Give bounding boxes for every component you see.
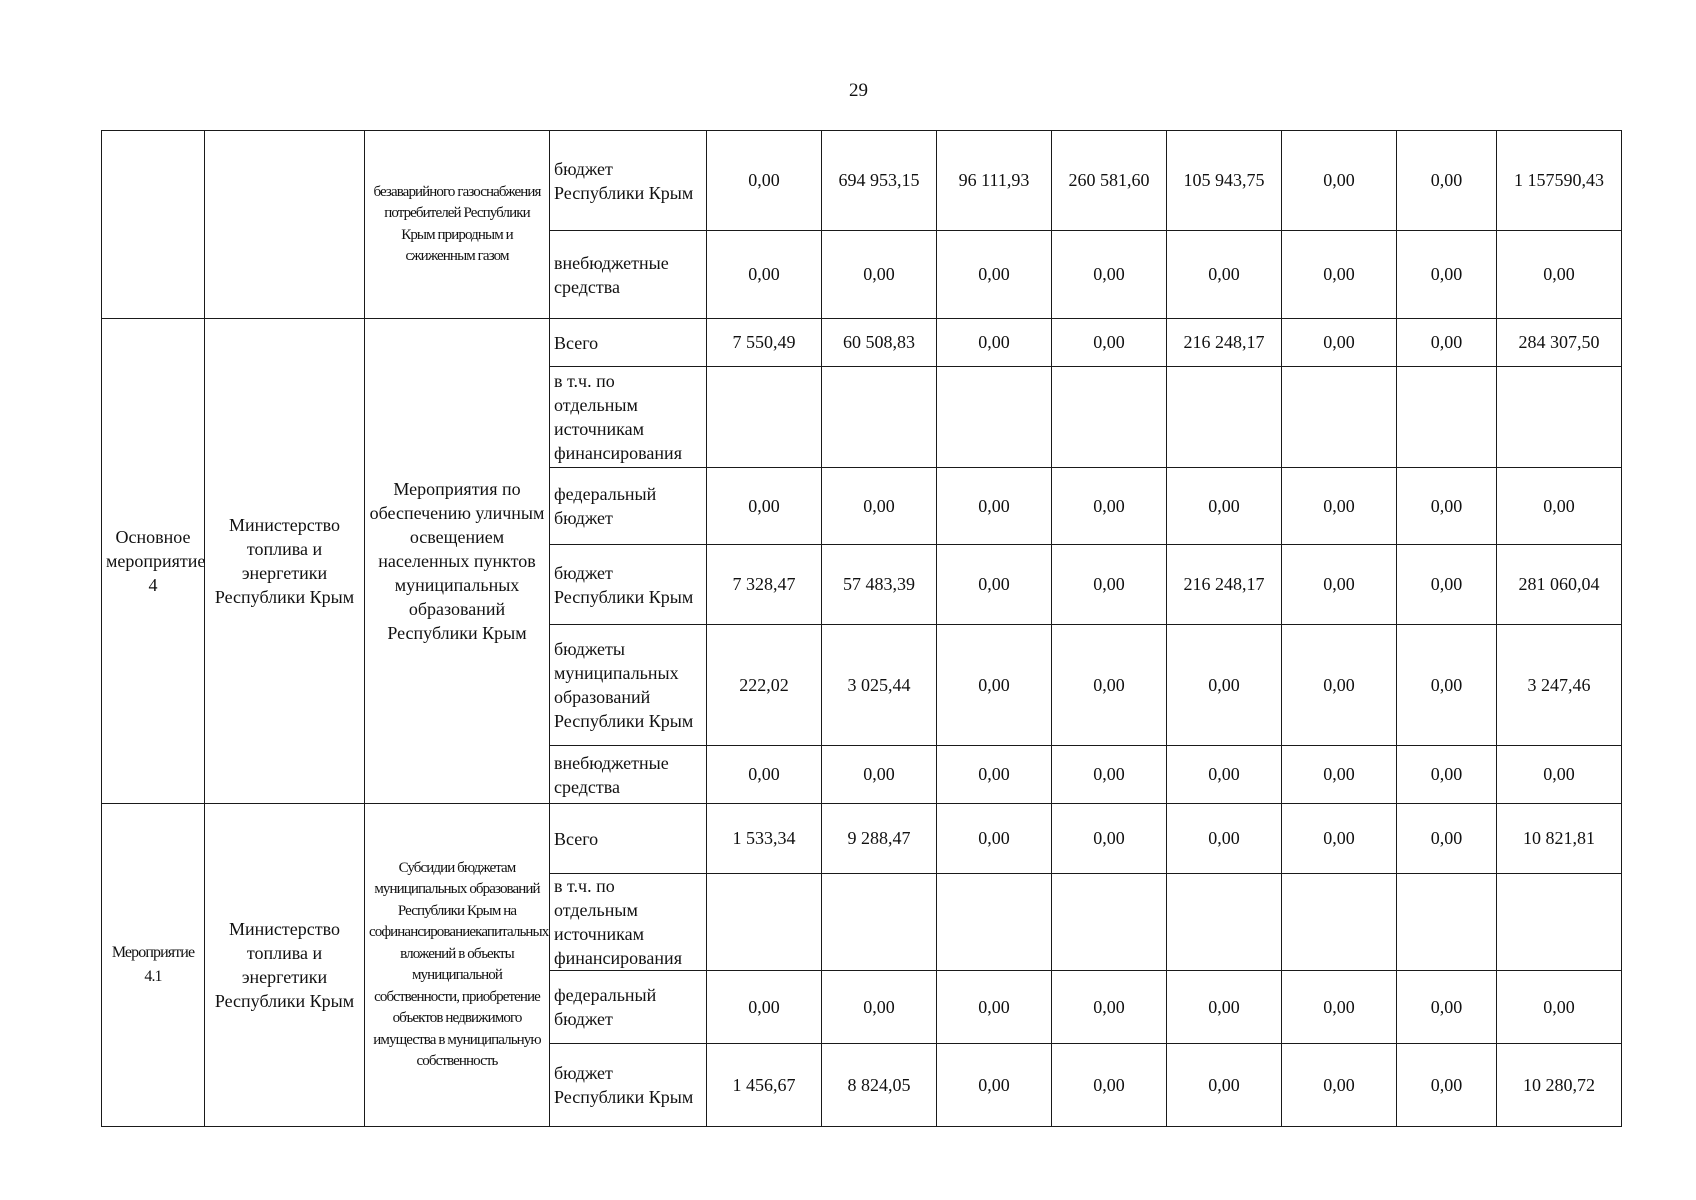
value-cell: 260 581,60: [1052, 131, 1167, 231]
value-cell: 0,00: [1282, 1044, 1397, 1127]
value-cell: 0,00: [1052, 971, 1167, 1044]
value-cell: [1397, 874, 1497, 971]
value-cell: 0,00: [1052, 804, 1167, 874]
funding-source: в т.ч. по отдельным источникам финансирования: [550, 367, 707, 468]
value-cell: 0,00: [822, 746, 937, 804]
value-cell: 0,00: [1282, 131, 1397, 231]
funding-source: федеральный бюджет: [550, 971, 707, 1044]
value-cell: 0,00: [1397, 971, 1497, 1044]
value-cell: 0,00: [1167, 231, 1282, 319]
value-cell: 0,00: [1397, 131, 1497, 231]
total-cell: 0,00: [1497, 231, 1622, 319]
total-cell: 0,00: [1497, 468, 1622, 545]
value-cell: [1167, 874, 1282, 971]
total-cell: [1497, 367, 1622, 468]
funding-source: бюджет Республики Крым: [550, 545, 707, 625]
value-cell: 0,00: [1282, 746, 1397, 804]
value-cell: [822, 367, 937, 468]
measure-code: Основное мероприятие 4: [102, 319, 205, 804]
measure-code: [102, 131, 205, 319]
value-cell: 0,00: [1282, 804, 1397, 874]
executor: [205, 131, 365, 319]
value-cell: 0,00: [1052, 545, 1167, 625]
value-cell: 0,00: [1167, 1044, 1282, 1127]
value-cell: 0,00: [937, 804, 1052, 874]
funding-source: в т.ч. по отдельным источникам финансирования: [550, 874, 707, 971]
funding-source: бюджет Республики Крым: [550, 131, 707, 231]
value-cell: 694 953,15: [822, 131, 937, 231]
value-cell: 222,02: [707, 625, 822, 746]
value-cell: 0,00: [822, 971, 937, 1044]
measure-name: Субсидии бюджетам муниципальных образований Республики Крым на софинансированиекапитальных вложений в объекты муниципальной собственности, приобретение объектов недвижимого имущества в муниципальную собственность: [365, 804, 550, 1127]
total-cell: 10 821,81: [1497, 804, 1622, 874]
value-cell: 0,00: [1282, 468, 1397, 545]
value-cell: 9 288,47: [822, 804, 937, 874]
value-cell: 0,00: [937, 971, 1052, 1044]
value-cell: 0,00: [937, 1044, 1052, 1127]
page-number: 29: [849, 80, 868, 101]
funding-source: бюджеты муниципальных образований Республики Крым: [550, 625, 707, 746]
value-cell: 0,00: [1397, 625, 1497, 746]
value-cell: 0,00: [1397, 545, 1497, 625]
value-cell: 1 533,34: [707, 804, 822, 874]
value-cell: 216 248,17: [1167, 545, 1282, 625]
value-cell: 0,00: [1167, 625, 1282, 746]
measure-code: Мероприятие 4.1: [102, 804, 205, 1127]
funding-source: Всего: [550, 319, 707, 367]
value-cell: [1282, 367, 1397, 468]
table-row: [102, 804, 1622, 874]
value-cell: 0,00: [1397, 746, 1497, 804]
value-cell: 0,00: [1397, 804, 1497, 874]
value-cell: 0,00: [707, 746, 822, 804]
total-cell: 10 280,72: [1497, 1044, 1622, 1127]
value-cell: 57 483,39: [822, 545, 937, 625]
total-cell: [1497, 874, 1622, 971]
funding-source: бюджет Республики Крым: [550, 1044, 707, 1127]
value-cell: [1397, 367, 1497, 468]
funding-table: [101, 130, 1622, 1127]
value-cell: 0,00: [1397, 231, 1497, 319]
total-cell: 0,00: [1497, 971, 1622, 1044]
value-cell: 0,00: [822, 231, 937, 319]
value-cell: 0,00: [1397, 319, 1497, 367]
total-cell: 284 307,50: [1497, 319, 1622, 367]
table-row: [102, 131, 1622, 231]
value-cell: 0,00: [1282, 319, 1397, 367]
measure-name: безаварийного газоснабжения потребителей Республики Крым природным и сжиженным газом: [365, 131, 550, 319]
value-cell: 7 328,47: [707, 545, 822, 625]
value-cell: 96 111,93: [937, 131, 1052, 231]
value-cell: [1282, 874, 1397, 971]
value-cell: [1052, 367, 1167, 468]
value-cell: 0,00: [1052, 468, 1167, 545]
table-body: [102, 131, 1622, 1127]
value-cell: [707, 874, 822, 971]
value-cell: 7 550,49: [707, 319, 822, 367]
value-cell: 0,00: [1167, 468, 1282, 545]
table-row: [102, 319, 1622, 367]
value-cell: 0,00: [1282, 545, 1397, 625]
value-cell: 60 508,83: [822, 319, 937, 367]
total-cell: 0,00: [1497, 746, 1622, 804]
funding-source: федеральный бюджет: [550, 468, 707, 545]
value-cell: 0,00: [1052, 319, 1167, 367]
value-cell: [937, 874, 1052, 971]
value-cell: 0,00: [1282, 971, 1397, 1044]
value-cell: 216 248,17: [1167, 319, 1282, 367]
value-cell: 0,00: [1167, 971, 1282, 1044]
value-cell: 105 943,75: [1167, 131, 1282, 231]
value-cell: 3 025,44: [822, 625, 937, 746]
value-cell: [1052, 874, 1167, 971]
value-cell: 0,00: [937, 746, 1052, 804]
value-cell: 0,00: [937, 231, 1052, 319]
value-cell: [1167, 367, 1282, 468]
value-cell: 0,00: [1397, 1044, 1497, 1127]
value-cell: 0,00: [1052, 1044, 1167, 1127]
total-cell: 1 157590,43: [1497, 131, 1622, 231]
value-cell: [937, 367, 1052, 468]
value-cell: 0,00: [937, 319, 1052, 367]
value-cell: 0,00: [707, 231, 822, 319]
value-cell: 0,00: [937, 468, 1052, 545]
value-cell: 0,00: [1282, 231, 1397, 319]
value-cell: 0,00: [1052, 746, 1167, 804]
value-cell: 0,00: [1397, 468, 1497, 545]
total-cell: 3 247,46: [1497, 625, 1622, 746]
value-cell: 0,00: [1167, 746, 1282, 804]
value-cell: 1 456,67: [707, 1044, 822, 1127]
value-cell: 0,00: [707, 131, 822, 231]
funding-source: внебюджетные средства: [550, 746, 707, 804]
funding-source: Всего: [550, 804, 707, 874]
total-cell: 281 060,04: [1497, 545, 1622, 625]
value-cell: 0,00: [1052, 231, 1167, 319]
executor: Министерство топлива и энергетики Республики Крым: [205, 319, 365, 804]
value-cell: 0,00: [1282, 625, 1397, 746]
executor: Министерство топлива и энергетики Республики Крым: [205, 804, 365, 1127]
value-cell: 0,00: [937, 625, 1052, 746]
value-cell: [822, 874, 937, 971]
value-cell: 0,00: [707, 971, 822, 1044]
value-cell: 8 824,05: [822, 1044, 937, 1127]
value-cell: 0,00: [707, 468, 822, 545]
value-cell: 0,00: [1052, 625, 1167, 746]
value-cell: [707, 367, 822, 468]
value-cell: 0,00: [822, 468, 937, 545]
funding-source: внебюджетные средства: [550, 231, 707, 319]
measure-name: Мероприятия по обеспечению уличным освещением населенных пунктов муниципальных образований Республики Крым: [365, 319, 550, 804]
value-cell: 0,00: [937, 545, 1052, 625]
value-cell: 0,00: [1167, 804, 1282, 874]
